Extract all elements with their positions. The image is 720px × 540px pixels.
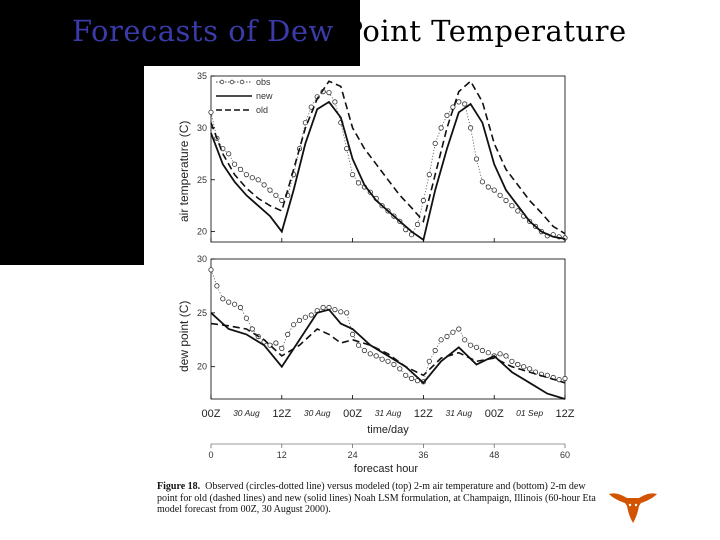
forecast-hour-label: 12 [276,450,287,460]
bottom-obs-point [468,343,472,347]
figure-caption [157,481,597,516]
bottom-obs-point [427,359,431,363]
caption-text: Observed (circles-dotted line) versus modeled (top) 2-m air temperature and (bottom) 2-m dew point for old (dashed lines) and new (solid lines) Noah LSM formulation, at Champaign, Illinois (60-hour Eta model forecast from 00Z, 30 August 2000). [157,481,596,515]
bottom-ytick-label: 20 [196,361,207,372]
top-obs-point [439,126,443,130]
top-ytick-label: 20 [196,226,207,237]
xtick-time-label: 12Z [272,408,292,420]
xtick-time-label: 00Z [343,408,363,420]
bottom-obs-point [392,362,396,366]
top-chart-ylabel: air temperature (C) [177,120,191,222]
bottom-obs-point [321,305,325,309]
top-obs-point [516,209,520,213]
bottom-obs-point [504,354,508,358]
bottom-chart-frame [211,259,565,399]
bottom-obs-point [498,352,502,356]
forecast-hour-label: 36 [418,450,429,460]
xtick-time-label: 12Z [413,408,433,420]
top-obs-point [445,113,449,117]
bottom-obs-point [244,316,248,320]
bottom-obs-point [221,297,225,301]
bottom-obs-point [368,352,372,356]
bottom-chart-ylabel: dew point (C) [177,300,191,372]
xtick-date-label: 30 Aug [233,408,260,418]
chart-legend [216,77,273,115]
bottom-obs-point [215,284,219,288]
bottom-obs-point [350,332,354,336]
bottom-obs-point [209,268,213,272]
bottom-obs-point [451,330,455,334]
xtick-date-label: 31 Aug [445,408,473,418]
top-obs-point [433,141,437,145]
top-ytick-label: 25 [196,174,207,185]
legend-obs: obs [256,77,271,87]
bottom-obs-point [522,365,526,369]
bottom-obs-point [463,338,467,342]
slide-title-part-1: Forecasts of Dew [72,14,334,48]
forecast-hour-label: 60 [559,450,571,460]
bottom-obs-point [486,351,490,355]
top-obs-point [457,100,461,104]
top-obs-point [474,157,478,161]
bottom-series-old-line [211,324,565,383]
bottom-obs-point [250,327,254,331]
top-obs-point [268,188,272,192]
top-obs-point [345,146,349,150]
top-obs-point [256,178,260,182]
bottom-obs-point [527,367,531,371]
top-obs-point [244,172,248,176]
bottom-obs-point [510,359,514,363]
bottom-obs-point [439,338,443,342]
top-obs-point [510,204,514,208]
bottom-obs-point [380,357,384,361]
bottom-obs-point [286,332,290,336]
top-obs-point [350,172,354,176]
bottom-obs-point [345,311,349,315]
bottom-ytick-label: 25 [196,307,207,318]
bottom-obs-point [227,300,231,304]
top-chart-y-ticks [197,71,565,242]
bottom-obs-point [274,341,278,345]
x-axis-label-forecast-hour: forecast hour [353,463,419,475]
top-obs-point [492,188,496,192]
top-obs-point [250,176,254,180]
x-axis-label-time: time/day [367,424,409,436]
bottom-obs-point [333,307,337,311]
bottom-obs-point [374,354,378,358]
top-obs-point [262,183,266,187]
bottom-obs-point [386,359,390,363]
top-obs-point [451,105,455,109]
top-ytick-label: 30 [196,122,207,133]
top-series-new-line [211,102,565,240]
bottom-obs-point [398,367,402,371]
bottom-obs-point [339,310,343,314]
bottom-obs-point [291,323,295,327]
bottom-obs-point [297,318,301,322]
top-obs-point [415,222,419,226]
xtick-date-label: 31 Aug [374,408,402,418]
top-obs-point [486,185,490,189]
bottom-obs-point [309,313,313,317]
bottom-obs-point [404,373,408,377]
top-obs-point [227,152,231,156]
bottom-obs-point [232,302,236,306]
top-obs-point [504,198,508,202]
slide-title-part-2: Point Temperature [333,14,627,48]
bottom-obs-point [474,345,478,349]
top-obs-point [327,90,331,94]
bottom-obs-point [516,362,520,366]
bottom-obs-point [362,348,366,352]
legend-new: new [256,91,273,101]
top-obs-point [427,172,431,176]
bottom-ytick-label: 30 [196,254,207,264]
top-ytick-label: 35 [196,71,207,81]
legend-old: old [256,105,269,115]
bottom-obs-point [457,327,461,331]
longhorn-logo-icon [608,488,658,526]
top-obs-point [468,126,472,130]
top-obs-point [463,102,467,106]
bottom-obs-point [445,334,449,338]
xtick-time-label: 00Z [484,408,504,420]
top-obs-point [480,180,484,184]
bottom-obs-point [238,305,242,309]
forecast-hour-label: 24 [347,450,358,460]
top-obs-point [238,167,242,171]
xtick-time-label: 12Z [555,408,575,420]
top-obs-point [421,198,425,202]
top-obs-point [498,193,502,197]
figure-label: Figure 18. [157,481,201,492]
xtick-time-label: 00Z [201,408,221,420]
top-obs-point [356,181,360,185]
bottom-obs-point [356,343,360,347]
bottom-obs-point [280,346,284,350]
xtick-date-label: 30 Aug [303,408,331,418]
forecast-hour-label: 48 [489,450,500,460]
top-obs-point [274,193,278,197]
bottom-chart-series [209,268,567,399]
bottom-obs-point [563,376,567,380]
top-obs-point [280,198,284,202]
forecast-hour-label: 0 [208,450,214,460]
bottom-obs-point [303,315,307,319]
top-obs-point [232,162,236,166]
bottom-series-obs-line [211,270,565,382]
top-obs-point [209,110,213,114]
xtick-date-label: 01 Sep [516,408,544,418]
top-obs-point [333,100,337,104]
bottom-obs-point [409,376,413,380]
bottom-obs-point [480,348,484,352]
bottom-obs-point [433,348,437,352]
